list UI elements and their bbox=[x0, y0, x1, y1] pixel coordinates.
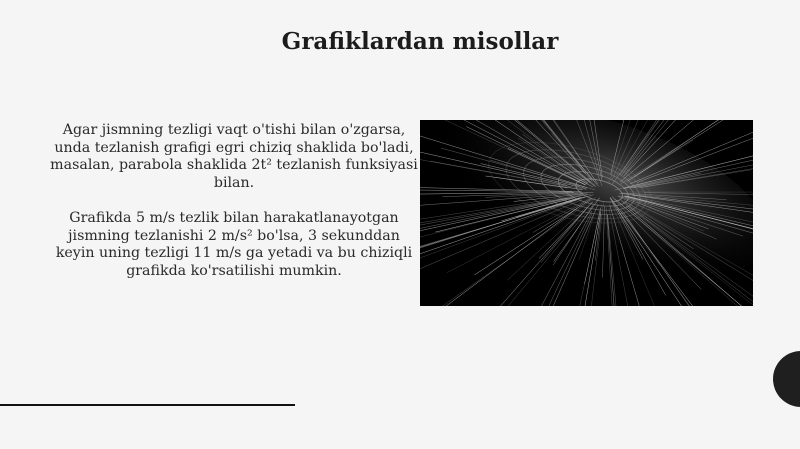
paragraph-1: Agar jismning tezligi vaqt o'tishi bilan o'zgarsa, unda tezlanish grafigi egri chiziq shaklida bo'ladi, masalan, parabola shaklida 2t² tezlanish funksiyasi bilan. bbox=[50, 122, 418, 191]
slide-title: Grafiklardan misollar bbox=[281, 28, 559, 55]
radiating-lines-illustration bbox=[420, 120, 753, 306]
bottom-divider-line bbox=[0, 404, 295, 406]
abstract-lines-image bbox=[420, 120, 753, 306]
corner-decoration bbox=[773, 351, 800, 407]
paragraph-2: Grafikda 5 m/s tezlik bilan harakatlanayotgan jismning tezlanishi 2 m/s² bo'lsa, 3 sekunddan keyin uning tezligi 11 m/s ga yetadi va bu chiziqli grafikda ko'rsatilishi mumkin. bbox=[55, 210, 413, 279]
body-text bbox=[50, 122, 418, 280]
